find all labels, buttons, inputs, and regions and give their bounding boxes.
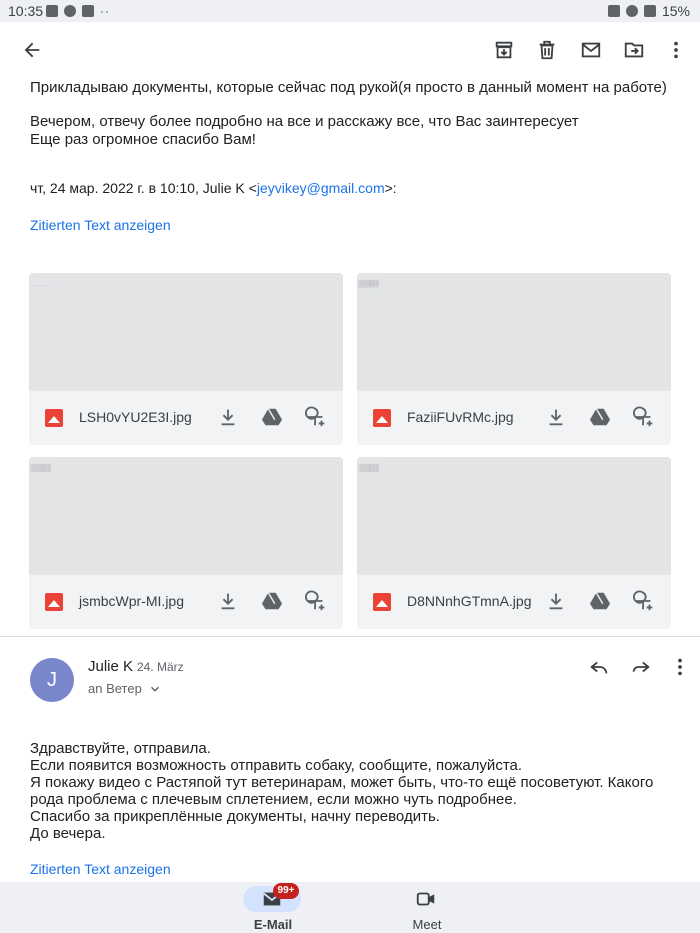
drive-icon[interactable] bbox=[261, 590, 283, 617]
svg-text:■: ■ bbox=[41, 286, 43, 288]
add-to-photos-icon[interactable] bbox=[633, 590, 655, 617]
document-photo-thumbnail bbox=[357, 457, 379, 479]
attachment-filename: jsmbcWpr-MI.jpg bbox=[79, 593, 185, 609]
download-icon[interactable] bbox=[217, 406, 239, 433]
show-quoted-text-link[interactable]: Zitierten Text anzeigen bbox=[30, 217, 171, 233]
svg-text:●: ● bbox=[32, 286, 33, 288]
mail-icon bbox=[580, 39, 602, 61]
quote-email-link[interactable]: jeyvikey@gmail.com bbox=[256, 180, 385, 196]
quote-header bbox=[30, 179, 397, 198]
drive-icon[interactable] bbox=[589, 590, 611, 617]
bottom-navigation bbox=[0, 882, 700, 933]
battery-percent: 15% bbox=[661, 3, 690, 19]
back-button[interactable] bbox=[16, 34, 48, 66]
signal-icon bbox=[644, 5, 656, 17]
nav-mail-label: E-Mail bbox=[253, 917, 293, 932]
image-file-icon bbox=[45, 593, 63, 611]
archive-button[interactable] bbox=[488, 34, 520, 66]
email-body-line: рода проблема с плечевым сплетением, если можно чуть подробнее. bbox=[30, 791, 517, 808]
attachment-card[interactable] bbox=[357, 273, 671, 445]
forward-button[interactable] bbox=[625, 651, 657, 683]
add-to-photos-icon[interactable] bbox=[633, 406, 655, 433]
email-body-line: До вечера. bbox=[30, 825, 106, 842]
image-file-icon bbox=[45, 409, 63, 427]
document-photo-thumbnail bbox=[29, 457, 51, 479]
telegram-icon bbox=[64, 5, 76, 17]
status-bar bbox=[0, 0, 700, 22]
attachment-filename: LSH0vYU2E3I.jpg bbox=[79, 409, 192, 425]
message-more-button[interactable] bbox=[668, 651, 692, 683]
attachment-bar bbox=[357, 575, 671, 629]
mark-unread-button[interactable] bbox=[575, 34, 607, 66]
download-icon[interactable] bbox=[545, 590, 567, 617]
arrow-back-icon bbox=[21, 39, 43, 61]
document-photo-thumbnail bbox=[29, 273, 51, 295]
nav-meet-label: Meet bbox=[412, 917, 442, 932]
email-body-line: Прикладываю документы, которые сейчас под рукой(я просто в данный момент на работе) bbox=[30, 79, 667, 96]
attachment-card[interactable] bbox=[357, 457, 671, 629]
drive-icon[interactable] bbox=[589, 406, 611, 433]
attachment-thumbnail[interactable] bbox=[357, 273, 671, 391]
move-to-button[interactable] bbox=[618, 34, 650, 66]
more-notifications-dots: ·· bbox=[100, 4, 110, 18]
avatar[interactable]: J bbox=[30, 658, 74, 702]
nav-mail[interactable] bbox=[213, 882, 333, 933]
email-body-line: Еще раз огромное спасибо Вам! bbox=[30, 131, 256, 148]
show-quoted-text-link[interactable]: Zitierten Text anzeigen bbox=[30, 861, 171, 877]
download-icon[interactable] bbox=[217, 590, 239, 617]
attachment-bar bbox=[357, 391, 671, 445]
attachment-card[interactable] bbox=[29, 273, 343, 445]
sender-name: Julie K bbox=[88, 658, 134, 675]
message-divider bbox=[0, 636, 700, 637]
delete-button[interactable] bbox=[531, 34, 563, 66]
email-body-line: Здравствуйте, отправила. bbox=[30, 740, 211, 757]
quote-header-suffix: >: bbox=[384, 180, 397, 196]
attachment-thumbnail[interactable] bbox=[29, 273, 343, 391]
recipient-details[interactable] bbox=[88, 681, 162, 696]
recipient-label: an Ветер bbox=[88, 681, 142, 696]
email-body-line: Спасибо за прикреплённые документы, начну переводить. bbox=[30, 808, 440, 825]
svg-text:—: — bbox=[31, 286, 32, 288]
add-to-photos-icon[interactable] bbox=[305, 590, 327, 617]
attachment-card[interactable] bbox=[29, 457, 343, 629]
more-vert-icon bbox=[665, 39, 687, 61]
email-body-line: Я покажу видео с Растяпой тут ветеринарам, может быть, что-то ещё посоветуют. Какого bbox=[30, 774, 654, 791]
video-camera-icon bbox=[415, 888, 437, 910]
top-app-bar bbox=[0, 22, 700, 78]
status-time: 10:35 bbox=[8, 3, 44, 19]
wifi-icon bbox=[626, 5, 638, 17]
sim-icon bbox=[608, 5, 620, 17]
reply-button[interactable] bbox=[583, 651, 615, 683]
trash-icon bbox=[536, 39, 558, 61]
nav-meet[interactable] bbox=[367, 882, 487, 933]
email-body-line: Вечером, отвечу более подробно на все и расскажу все, что Вас заинтересует bbox=[30, 113, 579, 130]
attachment-bar bbox=[29, 575, 343, 629]
status-notification-icons bbox=[46, 4, 110, 18]
image-file-icon bbox=[373, 593, 391, 611]
quote-header-prefix: чт, 24 мар. 2022 г. в 10:10, Julie K < bbox=[30, 180, 257, 196]
status-right bbox=[608, 3, 690, 19]
unread-badge: 99+ bbox=[273, 883, 299, 899]
notification-app-icon bbox=[46, 5, 58, 17]
image-file-icon bbox=[373, 409, 391, 427]
drive-icon[interactable] bbox=[261, 406, 283, 433]
email-body-line: Если появится возможность отправить собаку, сообщите, пожалуйста. bbox=[30, 757, 523, 774]
attachment-thumbnail[interactable] bbox=[357, 457, 671, 575]
download-icon[interactable] bbox=[545, 406, 567, 433]
forward-icon bbox=[630, 656, 652, 678]
attachment-filename: D8NNnhGTmnA.jpg bbox=[407, 593, 532, 609]
more-options-button[interactable] bbox=[664, 34, 688, 66]
youtube-icon bbox=[82, 5, 94, 17]
reply-icon bbox=[588, 656, 610, 678]
more-vert-icon bbox=[669, 656, 691, 678]
nav-meet-pill bbox=[397, 886, 455, 912]
attachment-bar bbox=[29, 391, 343, 445]
attachment-thumbnail[interactable] bbox=[29, 457, 343, 575]
chevron-down-icon bbox=[148, 682, 162, 696]
archive-icon bbox=[493, 39, 515, 61]
attachment-filename: FaziiFUvRMc.jpg bbox=[407, 409, 514, 425]
move-to-folder-icon bbox=[623, 39, 645, 61]
add-to-photos-icon[interactable] bbox=[305, 406, 327, 433]
message-date: 24. März bbox=[137, 660, 184, 674]
document-photo-thumbnail bbox=[357, 273, 379, 295]
